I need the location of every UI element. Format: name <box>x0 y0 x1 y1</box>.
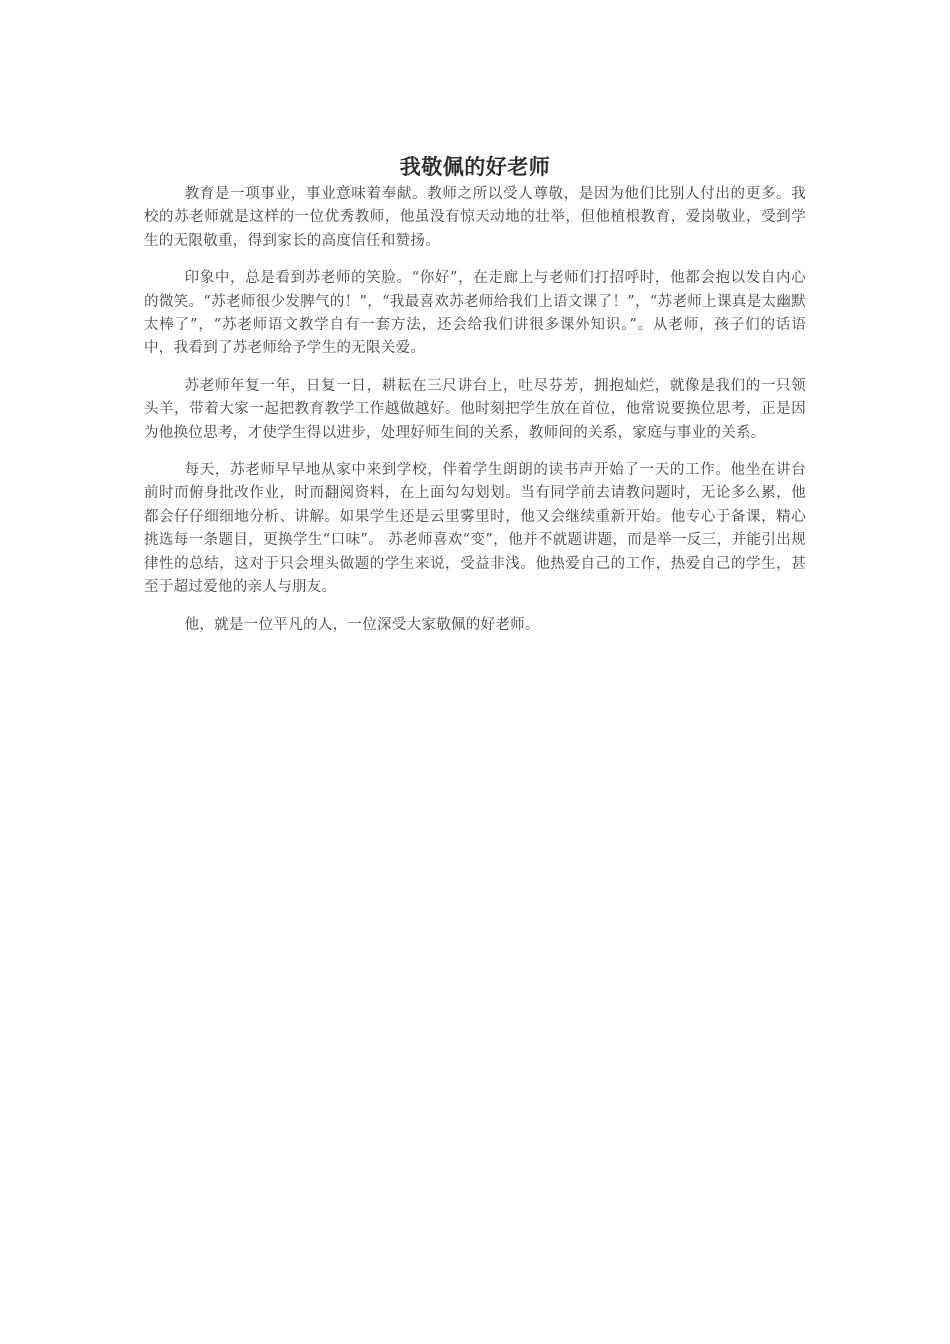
document-body <box>144 183 806 651</box>
paragraph-2: 印象中，总是看到苏老师的笑脸。“你好”，在走廊上与老师们打招呼时，他都会抱以发自内心的微笑。“苏老师很少发脾气的！”，“我最喜欢苏老师给我们上语文课了！”，“苏老师上课真是太幽默太棒了”，“苏老师语文教学自有一套方法，还会给我们讲很多课外知识。”。从老师，孩子们的话语中，我看到了苏老师给予学生的无限关爱。 <box>144 270 806 357</box>
document-title: 我敬佩的好老师 <box>399 154 551 179</box>
paragraph-3: 苏老师年复一年，日复一日，耕耘在三尺讲台上，吐尽芬芳，拥抱灿烂，就像是我们的一只领头羊，带着大家一起把教育教学工作越做越好。他时刻把学生放在首位，他常说要换位思考，正是因为他换位思考，才使学生得以进步，处理好师生间的关系，教师间的关系，家庭与事业的关系。 <box>144 377 806 441</box>
paragraph-5: 他，就是一位平凡的人，一位深受大家敬佩的好老师。 <box>184 616 540 633</box>
paragraph-1: 教育是一项事业，事业意味着奉献。教师之所以受人尊敬，是因为他们比别人付出的更多。我校的苏老师就是这样的一位优秀教师，他虽没有惊天动地的壮举，但他植根教育，爱岗敬业，受到学生的无限敬重，得到家长的高度信任和赞扬。 <box>144 186 806 249</box>
paragraph-4: 每天，苏老师早早地从家中来到学校，伴着学生朗朗的读书声开始了一天的工作。他坐在讲台前时而俯身批改作业，时而翻阅资料，在上面勾勾划划。当有同学前去请教问题时，无论多么累，他都会仔仔细细地分析、讲解。如果学生还是云里雾里时，他又会继续重新开始。他专心于备课，精心挑选每一条题目，更换学生“口味”。 苏老师喜欢“变”，他并不就题讲题，而是举一反三，并能引出规律性的总结，这对于只会埋头做题的学生来说，受益非浅。他热爱自己的工作，热爱自己的学生，甚至于超过爱他的亲人与朋友。 <box>144 462 806 596</box>
